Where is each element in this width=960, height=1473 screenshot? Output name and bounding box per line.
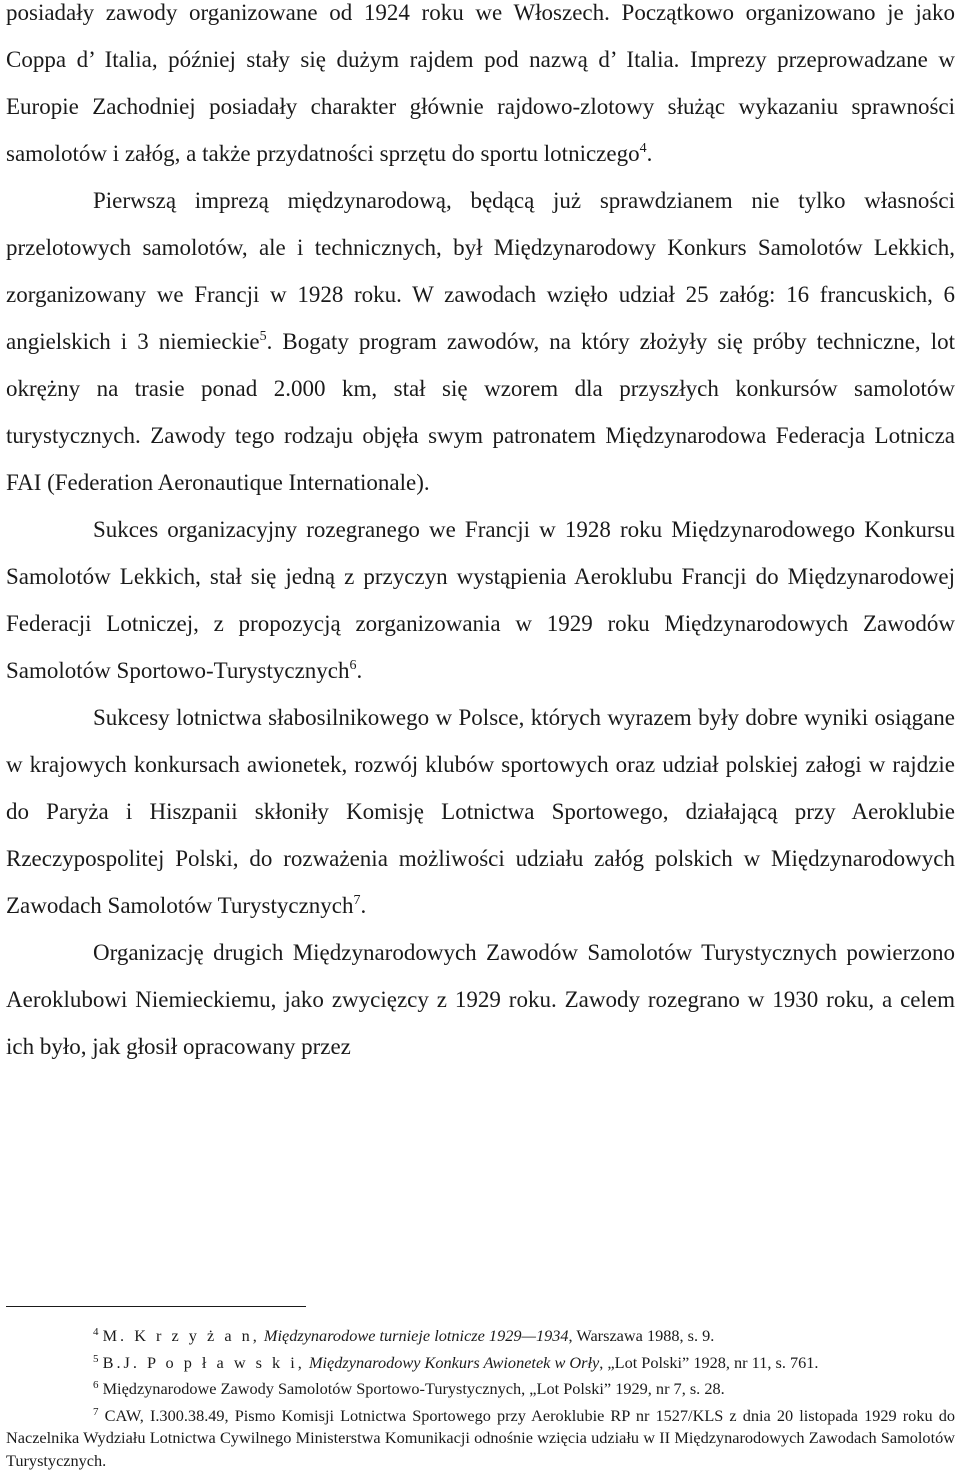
footnote-ref-7[interactable]: 7 bbox=[353, 893, 361, 908]
footnote-number: 5 bbox=[93, 1352, 99, 1365]
footnote-author: B.J. P o p ł a w s k i, bbox=[102, 1352, 305, 1372]
paragraph-4: Sukcesy lotnictwa słabosilnikowego w Polsce, których wyrazem były dobre wyniki osiągane w krajowych konkursach awionetek, rozwój klubów sportowych oraz udział polskiej załogi w rajdzie do Paryża i Hiszpanii skłoniły Komisję Lotnictwa Sportowego, działającą przy Aeroklubie Rzeczypospolitej Polski, do rozważenia możliwości udziału załóg polskich w Międzynarodowych Zawodach Samolotów Turystycznych$^7$. bbox=[6, 705, 955, 918]
footnote-4: $^4$ M. K r z y ż a n, Międzynarodowe turnieje lotnicze 1929—1934, Warszawa 1988, s. 9. bbox=[93, 1326, 715, 1345]
footnote-title: Międzynarodowe turnieje lotnicze 1929—1934 bbox=[263, 1326, 569, 1345]
paragraph-1: posiadały zawody organizowane od 1924 roku we Włoszech. Początkowo organizowano je jako Coppa d’ Italia, później stały się dużym rajdem pod nazwą d’ Italia. Imprezy przeprowadzane w Europie Zachodniej posiadały charakter głównie rajdowo-zlotowy służąc wykazaniu sprawności samolotów i załóg, a także przydatności sprzętu do sportu lotniczego$^4$. bbox=[6, 0, 955, 166]
footnote-ref-5[interactable]: 5 bbox=[259, 329, 267, 344]
footnote-number: 7 bbox=[93, 1405, 99, 1418]
footnote-6: $^6$ Międzynarodowe Zawody Samolotów Sportowo-Turystycznych, „Lot Polski” 1929, nr 7, s. 28. bbox=[93, 1379, 725, 1399]
footnote-number: 6 bbox=[93, 1379, 99, 1392]
paragraph-2: Pierwszą imprezą międzynarodową, będącą już sprawdzianem nie tylko własności przelotowych samolotów, ale i technicznych, był Międzynarodowy Konkurs Samolotów Lekkich, zorganizowany we Francji w 1928 roku. W zawodach wzięło udział 25 załóg: 16 francuskich, 6 angielskich i 3 niemieckie$^5$. Bogaty program zawodów, na który złożyły się próby techniczne, lot okrężny na trasie ponad 2.000 km, stał się wzorem dla przyszłych konkursów samolotów turystycznych. Zawody tego rodzaju objęła swym patronatem Międzynarodowa Federacja Lotnicza FAI (Federation Aeronautique Internationale). bbox=[6, 188, 955, 495]
footnote-separator bbox=[6, 1306, 306, 1307]
footnote-author: M. K r z y ż a n, bbox=[102, 1326, 260, 1345]
footnote-7: $^7$ CAW, I.300.38.49, Pismo Komisji Lotnictwa Sportowego przy Aeroklubie RP nr 1527/KLS z dnia 20 listopada 1929 roku do Naczelnika Wydziału Lotnictwa Cywilnego Ministerstwa Komunikacji odnośnie wzięcia udziału w II Międzynarodowych Zawodach Samolotów Turystycznych. bbox=[6, 1405, 955, 1470]
paragraph-5: Organizację drugich Międzynarodowych Zawodów Samolotów Turystycznych powierzono Aeroklubowi Niemieckiemu, jako zwycięzcy z 1929 roku. Zawody rozegrano w 1930 roku, a celem ich było, jak głosił opracowany przez bbox=[6, 940, 955, 1059]
footnote-5: $^5$ B.J. P o p ł a w s k i, Międzynarodowy Konkurs Awionetek w Orły, „Lot Polski” 1928, nr 11, s. 761. bbox=[93, 1352, 819, 1372]
footnote-ref-4[interactable]: 4 bbox=[639, 141, 647, 156]
body-text bbox=[6, 0, 955, 1070]
footnote-title: Międzynarodowy Konkurs Awionetek w Orły bbox=[308, 1352, 600, 1372]
footnote-ref-6[interactable]: 6 bbox=[349, 658, 357, 673]
footnotes bbox=[6, 1321, 955, 1473]
footnote-number: 4 bbox=[93, 1326, 99, 1338]
document-page bbox=[6, 0, 955, 1470]
paragraph-3: Sukces organizacyjny rozegranego we Francji w 1928 roku Międzynarodowego Konkursu Samolotów Lekkich, stał się jedną z przyczyn wystąpienia Aeroklubu Francji do Międzynarodowej Federacji Lotniczej, z propozycją zorganizowania w 1929 roku Międzynarodowych Zawodów Samolotów Sportowo-Turystycznych$^6$. bbox=[6, 517, 955, 683]
